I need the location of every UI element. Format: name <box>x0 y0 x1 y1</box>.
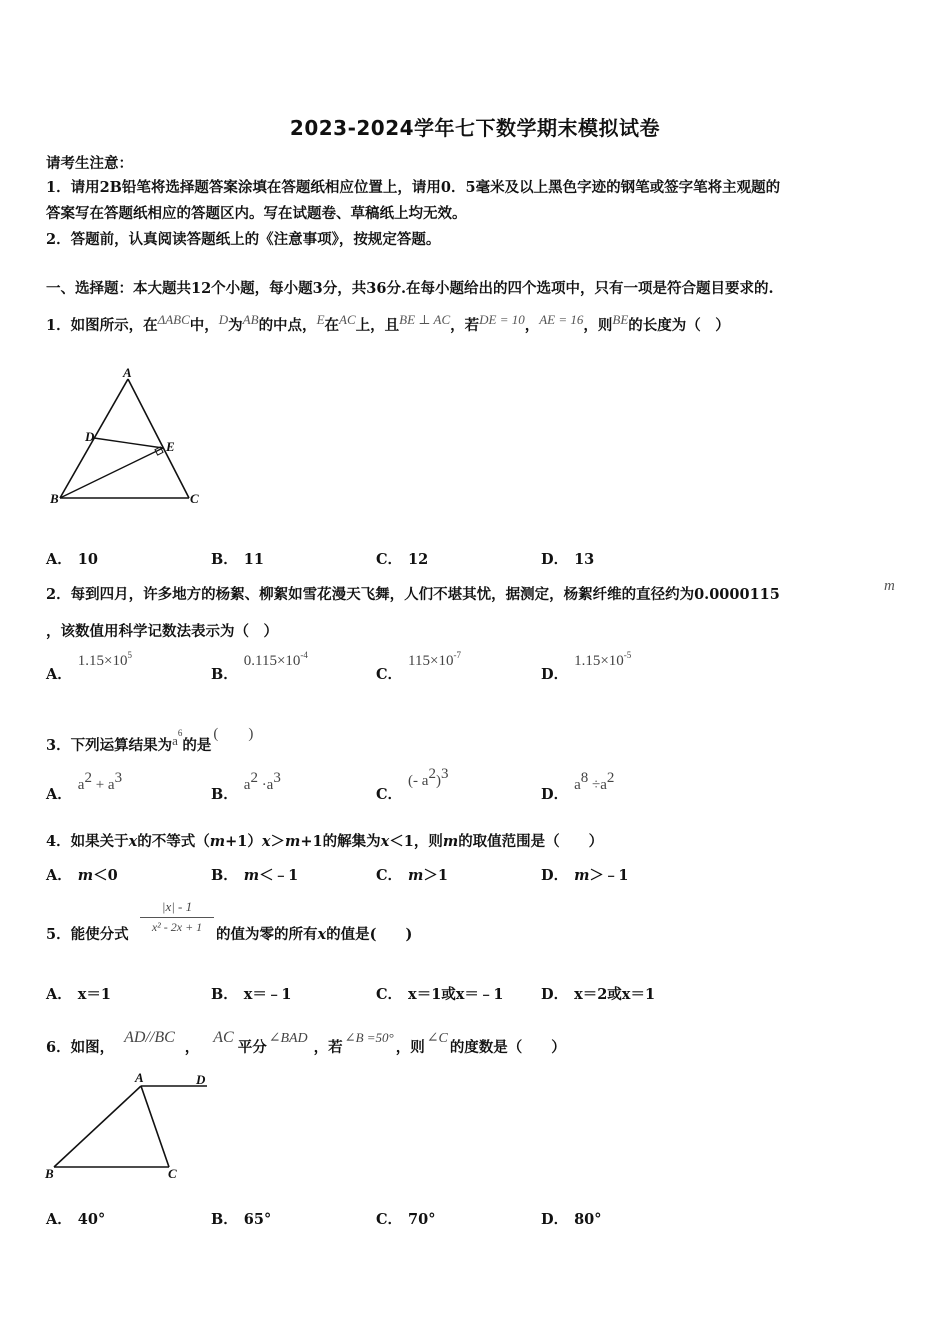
question-3: 3．下列运算结果为$a^6$的是( ) <box>46 726 254 754</box>
q4-option-c[interactable]: C． m＞1 <box>376 867 448 884</box>
notice-line-2: 2．答题前，认真阅读答题纸上的《注意事项》，按规定答题。 <box>46 231 441 248</box>
question-5-prefix: 5．能使分式 <box>46 926 129 943</box>
question-2-line-1: 2．每到四月，许多地方的杨絮、柳絮如雪花漫天飞舞，人们不堪其忧，据测定，杨絮纤维的直径约为0.0000115 <box>46 586 780 603</box>
section-heading: 一、选择题：本大题共12个小题，每小题3分，共36分.在每小题给出的四个选项中，只有一项是符合题目要求的. <box>46 280 774 297</box>
question-5-suffix: 的值为零的所有x的值是( ) <box>216 926 413 943</box>
segment-de <box>94 438 163 448</box>
q3-option-b[interactable]: B．$a^2 \cdot a^3$ <box>211 770 281 803</box>
label-e: E <box>166 439 175 454</box>
q4-option-b[interactable]: B． m＜﹣1 <box>211 867 299 884</box>
fraction-numerator: |x| - 1 <box>161 899 193 914</box>
segment-ab <box>54 1086 141 1167</box>
segment-be <box>60 448 163 498</box>
label-c: C <box>190 491 199 506</box>
q1-option-b[interactable]: B． 11 <box>211 551 264 568</box>
q6-option-a[interactable]: A． 40° <box>46 1211 106 1228</box>
label-d: D <box>85 429 95 444</box>
label-a: A <box>123 365 132 380</box>
q1-option-c[interactable]: C． 12 <box>376 551 429 568</box>
q3-option-d[interactable]: D．$a^8 \div a^2$ <box>541 770 615 803</box>
q1-triangle-figure <box>50 362 210 512</box>
q6-option-b[interactable]: B． 65° <box>211 1211 272 1228</box>
q4-option-d[interactable]: D． m＞﹣1 <box>541 867 629 884</box>
fraction-bar <box>140 917 214 918</box>
q2-option-a[interactable]: A．$1.15\times 10^5$ <box>46 650 132 683</box>
q3-option-c[interactable]: C．(- $a^2)^3$ <box>376 766 449 803</box>
label-a: A <box>135 1070 144 1085</box>
page-title: 2023-2024学年七下数学期末模拟试卷 <box>289 116 661 140</box>
q4-option-a[interactable]: A． m＜0 <box>46 867 118 884</box>
question-6: 6．如图，AD//BC，AC平分∠BAD，若∠B =50°，则∠C的度数是（ ） <box>46 1029 566 1056</box>
q2-option-b[interactable]: B．$0.115\times 10^{-4}$ <box>211 650 308 683</box>
q1-option-a[interactable]: A． 10 <box>46 551 98 568</box>
question-1: 1．如图所示，在ΔABC中，D为AB的中点，E在AC上，且BE ⊥ AC，若DE = 10，AE = 16，则BE的长度为（ ） <box>46 312 730 334</box>
notice-line-1: 1．请用2B铅笔将选择题答案涂填在答题纸相应位置上，请用0．5毫米及以上黑色字迹的钢笔或签字笔将主观题的 <box>46 179 781 196</box>
q6-option-c[interactable]: C． 70° <box>376 1211 436 1228</box>
label-b: B <box>45 1166 54 1181</box>
label-d: D <box>196 1072 206 1087</box>
label-b: B <box>50 491 59 506</box>
q6-option-d[interactable]: D． 80° <box>541 1211 602 1228</box>
q2-option-c[interactable]: C．$115\times 10^{-7}$ <box>376 650 461 683</box>
q5-option-a[interactable]: A． x＝1 <box>46 986 111 1003</box>
question-2-unit: m <box>884 578 895 594</box>
question-4: 4．如果关于x的不等式（m+1）x＞m+1的解集为x＜1，则m的取值范围是（ ） <box>46 833 604 850</box>
side-ac <box>128 379 189 498</box>
q5-fraction <box>140 898 214 935</box>
q6-figure <box>40 1068 220 1186</box>
notice-heading: 请考生注意： <box>46 155 133 172</box>
q5-option-b[interactable]: B． x＝﹣1 <box>211 986 292 1003</box>
q5-option-d[interactable]: D． x＝2或x＝1 <box>541 986 656 1003</box>
q1-option-d[interactable]: D． 13 <box>541 551 595 568</box>
segment-ac <box>141 1086 169 1167</box>
question-2-line-2: ，该数值用科学记数法表示为（ ） <box>46 623 278 640</box>
q5-option-c[interactable]: C． x＝1或x＝﹣1 <box>376 986 504 1003</box>
label-c: C <box>168 1166 177 1181</box>
fraction-denominator: x² - 2x + 1 <box>151 920 203 934</box>
q3-option-a[interactable]: A．$a^2 + a^3$ <box>46 770 123 803</box>
q2-option-d[interactable]: D．$1.15\times 10^{-5}$ <box>541 650 632 683</box>
notice-line-1b: 答案写在答题纸相应的答题区内。写在试题卷、草稿纸上均无效。 <box>46 205 467 222</box>
